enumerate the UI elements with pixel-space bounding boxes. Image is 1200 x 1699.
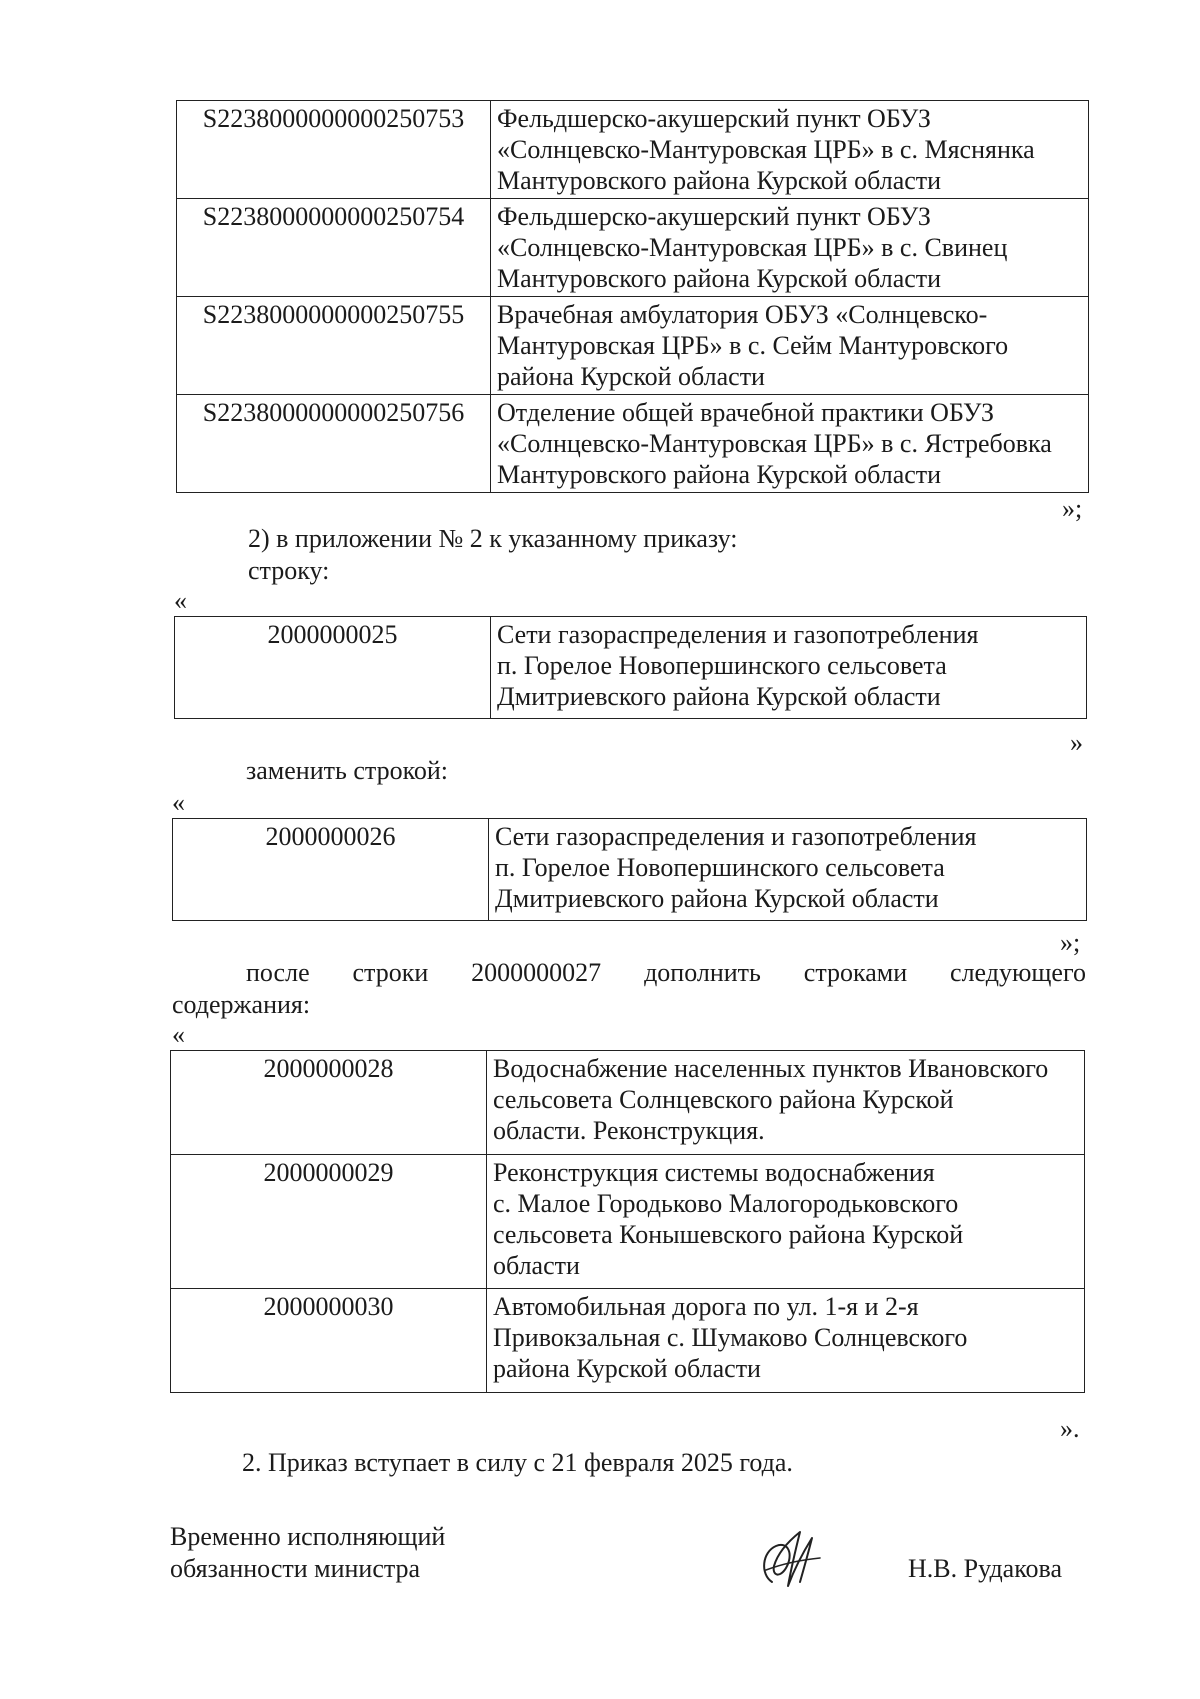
- signer-position-line2: обязанности министра: [170, 1554, 421, 1583]
- opening-quote: «: [172, 1020, 185, 1049]
- paragraph-row: строку:: [248, 556, 330, 585]
- word: следующего: [950, 958, 1086, 987]
- paragraph-effective: 2. Приказ вступает в силу с 21 февраля 2025 года.: [242, 1448, 793, 1477]
- row-code: S2238000000000250753: [177, 101, 491, 199]
- row-text: Сети газораспределения и газопотребления п. Горелое Новопершинского сельсовета Дмитриевского района Курской области: [489, 819, 1087, 921]
- paragraph-appendix: 2) в приложении № 2 к указанному приказу:: [248, 524, 738, 553]
- row-text: Водоснабжение населенных пунктов Ивановского сельсовета Солнцевского района Курской области. Реконструкция.: [487, 1051, 1085, 1155]
- closing-quote: »: [1070, 728, 1083, 757]
- row-code: 2000000026: [173, 819, 489, 921]
- added-rows-table: [170, 1050, 1085, 1393]
- paragraph-replace: заменить строкой:: [246, 756, 449, 785]
- row-text: Фельдшерско-акушерский пункт ОБУЗ «Солнцевско-Мантуровская ЦРБ» в с. Мяснянка Мантуровского района Курской области: [491, 101, 1089, 199]
- table-row: [175, 617, 1087, 719]
- signer-position-line1: Временно исполняющий: [170, 1522, 446, 1551]
- table-row: [171, 1155, 1085, 1289]
- row-code: S2238000000000250756: [177, 395, 491, 493]
- paragraph-after: [246, 958, 1086, 988]
- row-text: Отделение общей врачебной практики ОБУЗ «Солнцевско-Мантуровская ЦРБ» в с. Ястребовка Мантуровского района Курской области: [491, 395, 1089, 493]
- table-row: [173, 819, 1087, 921]
- word: строки: [352, 958, 429, 987]
- row-text: Реконструкция системы водоснабжения с. Малое Городьково Малогородьковского сельсовета Конышевского района Курской области: [487, 1155, 1085, 1289]
- row-code: 2000000028: [171, 1051, 487, 1155]
- replaced-row-table: [174, 616, 1087, 719]
- word: 2000000027: [471, 958, 602, 987]
- table-row: [177, 101, 1089, 199]
- table-row: [177, 199, 1089, 297]
- closing-quote: »;: [1062, 494, 1083, 523]
- table-row: [171, 1289, 1085, 1393]
- row-code: S2238000000000250755: [177, 297, 491, 395]
- closing-quote: »;: [1060, 928, 1081, 957]
- objects-table-1: [176, 100, 1089, 493]
- word: дополнить: [644, 958, 761, 987]
- row-text: Сети газораспределения и газопотребления п. Горелое Новопершинского сельсовета Дмитриевского района Курской области: [491, 617, 1087, 719]
- row-text: Фельдшерско-акушерский пункт ОБУЗ «Солнцевско-Мантуровская ЦРБ» в с. Свинец Мантуровского района Курской области: [491, 199, 1089, 297]
- row-text: Автомобильная дорога по ул. 1-я и 2-я Привокзальная с. Шумаково Солнцевского района Курской области: [487, 1289, 1085, 1393]
- row-code: 2000000029: [171, 1155, 487, 1289]
- word: строками: [803, 958, 908, 987]
- new-row-table: [172, 818, 1087, 921]
- word: после: [246, 958, 310, 987]
- paragraph-after-line2: содержания:: [172, 990, 311, 1019]
- table-row: [177, 297, 1089, 395]
- closing-quote: ».: [1060, 1414, 1080, 1443]
- signer-name: Н.В. Рудакова: [908, 1554, 1062, 1583]
- row-code: S2238000000000250754: [177, 199, 491, 297]
- row-text: Врачебная амбулатория ОБУЗ «Солнцевско- Мантуровская ЦРБ» в с. Сейм Мантуровского района Курской области: [491, 297, 1089, 395]
- handwritten-signature: [742, 1524, 832, 1594]
- row-code: 2000000025: [175, 617, 491, 719]
- row-code: 2000000030: [171, 1289, 487, 1393]
- opening-quote: «: [174, 586, 187, 615]
- table-row: [177, 395, 1089, 493]
- table-row: [171, 1051, 1085, 1155]
- opening-quote: «: [172, 788, 185, 817]
